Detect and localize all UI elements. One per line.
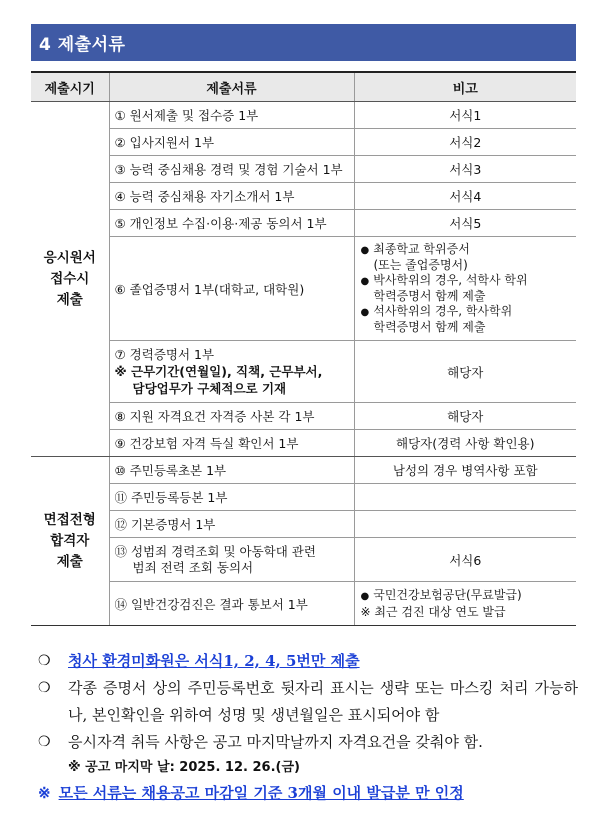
table-row [31, 403, 576, 430]
note-cleaning-staff: 청사 환경미화원은 서식1, 2, 4, 5번만 제출 [68, 652, 360, 670]
table-row [31, 129, 576, 156]
final-note-mark: ※ [38, 784, 51, 802]
table-row [31, 183, 576, 210]
remark-cell: 서식5 [354, 210, 576, 237]
documents-table [31, 71, 576, 626]
header-documents: 제출서류 [109, 72, 354, 102]
period-application-line2: 접수시 [50, 270, 90, 287]
period-interview-line2: 합격자 [50, 532, 90, 549]
table-row [31, 430, 576, 457]
note-item [38, 729, 578, 756]
circle-bullet-icon: ❍ [38, 734, 51, 750]
notes-section [38, 648, 578, 806]
remark-cell: 남성의 경우 병역사항 포함 [354, 457, 576, 484]
remark-reference: ※ 최근 검진 대상 연도 발급 [360, 604, 506, 619]
doc-emphasis: 담당업무가 구체적으로 기재 [132, 381, 287, 396]
note-masking: 각종 증명서 상의 주민등록번호 뒷자리 표시는 생략 또는 마스킹 처리 가능하나, 본인확인을 위하여 성명 및 생년월일은 표시되어야 함 [68, 679, 578, 724]
doc-cell: ④ 능력 중심채용 자기소개서 1부 [109, 183, 354, 210]
period-interview [31, 457, 109, 626]
remark-cell: 서식4 [354, 183, 576, 210]
note-qualification: 응시자격 취득 사항은 공고 마지막날까지 자격요건을 갖춰야 함. [68, 733, 483, 751]
remark-cell: 해당자 [354, 341, 576, 403]
bullet-continuation: 학력증명서 함께 제출 [373, 289, 486, 303]
period-interview-line3: 제출 [56, 553, 83, 570]
note-item [38, 675, 578, 729]
table-row [31, 237, 576, 341]
table-row [31, 210, 576, 237]
doc-cell [109, 341, 354, 403]
doc-cell [109, 538, 354, 582]
doc-cell: ⑥ 졸업증명서 1부(대학교, 대학원) [109, 237, 354, 341]
bullet-text: 국민건강보험공단(무료발급) [373, 587, 522, 602]
remark-bullet [361, 588, 571, 604]
period-application-line1: 응시원서 [43, 249, 96, 266]
final-note [38, 780, 578, 806]
bullet-text: 석사학위의 경우, 학사학위 [373, 304, 513, 318]
period-application-line3: 제출 [56, 291, 83, 308]
doc-main: ⑦ 경력증명서 1부 [114, 347, 215, 362]
remark-bullet [361, 273, 571, 289]
bullet-continuation: 학력증명서 함께 제출 [373, 320, 486, 334]
remark-cell [354, 484, 576, 511]
remark-cell: 서식2 [354, 129, 576, 156]
doc-cell: ③ 능력 중심채용 경력 및 경험 기술서 1부 [109, 156, 354, 183]
circle-bullet-icon: ❍ [38, 653, 51, 669]
doc-continuation: 범죄 전력 조회 동의서 [132, 559, 254, 575]
bullet-continuation: (또는 졸업증명서) [373, 258, 468, 272]
doc-main: ⑬ 성범죄 경력조회 및 아동학대 관련 [114, 543, 316, 559]
note-item [38, 648, 578, 675]
bullet-dot-icon: ● [360, 276, 370, 287]
remark-cell [354, 237, 576, 341]
remark-cell: 서식6 [354, 538, 576, 582]
table-row [31, 511, 576, 538]
section-header [31, 24, 576, 61]
table-row [31, 341, 576, 403]
header-period: 제출시기 [31, 72, 109, 102]
table-row [31, 582, 576, 626]
remark-cell: 서식1 [354, 102, 576, 129]
table-row [31, 156, 576, 183]
remark-bullet [361, 242, 571, 258]
doc-cell: ② 입사지원서 1부 [109, 129, 354, 156]
bullet-dot-icon: ● [360, 307, 370, 318]
circle-bullet-icon: ❍ [38, 680, 51, 696]
doc-cell: ⑨ 건강보험 자격 득실 확인서 1부 [109, 430, 354, 457]
table-row [31, 484, 576, 511]
table-row [31, 102, 576, 129]
doc-emphasis: ※ 근무기간(연월일), 직책, 근무부서, [114, 364, 323, 379]
remark-bullet [361, 304, 571, 320]
remark-cell: 서식3 [354, 156, 576, 183]
doc-cell: ⑭ 일반건강검진은 결과 통보서 1부 [109, 582, 354, 626]
period-application [31, 102, 109, 457]
table-row [31, 457, 576, 484]
remark-cell [354, 511, 576, 538]
section-title: 4 제출서류 [39, 35, 126, 55]
doc-cell: ① 원서제출 및 접수증 1부 [109, 102, 354, 129]
period-interview-line1: 면접전형 [43, 511, 96, 528]
table-row [31, 538, 576, 582]
header-remarks: 비고 [354, 72, 576, 102]
deadline-note: ※ 공고 마지막 날: 2025. 12. 26.(금) [68, 760, 300, 775]
doc-cell: ⑩ 주민등록초본 1부 [109, 457, 354, 484]
bullet-dot-icon: ● [360, 245, 370, 256]
bullet-text: 박사학위의 경우, 석학사 학위 [373, 273, 528, 287]
remark-cell: 해당자 [354, 403, 576, 430]
bullet-text: 최종학교 학위증서 [373, 242, 470, 256]
remark-cell: 해당자(경력 사항 확인용) [354, 430, 576, 457]
doc-cell: ⑫ 기본증명서 1부 [109, 511, 354, 538]
doc-cell: ⑪ 주민등록등본 1부 [109, 484, 354, 511]
bullet-dot-icon: ● [360, 590, 370, 602]
doc-cell: ⑤ 개인정보 수집·이용·제공 동의서 1부 [109, 210, 354, 237]
table-header-row [31, 72, 576, 102]
final-note-text: 모든 서류는 채용공고 마감일 기준 3개월 이내 발급분 만 인정 [58, 784, 464, 802]
remark-cell [354, 582, 576, 626]
doc-cell: ⑧ 지원 자격요건 자격증 사본 각 1부 [109, 403, 354, 430]
